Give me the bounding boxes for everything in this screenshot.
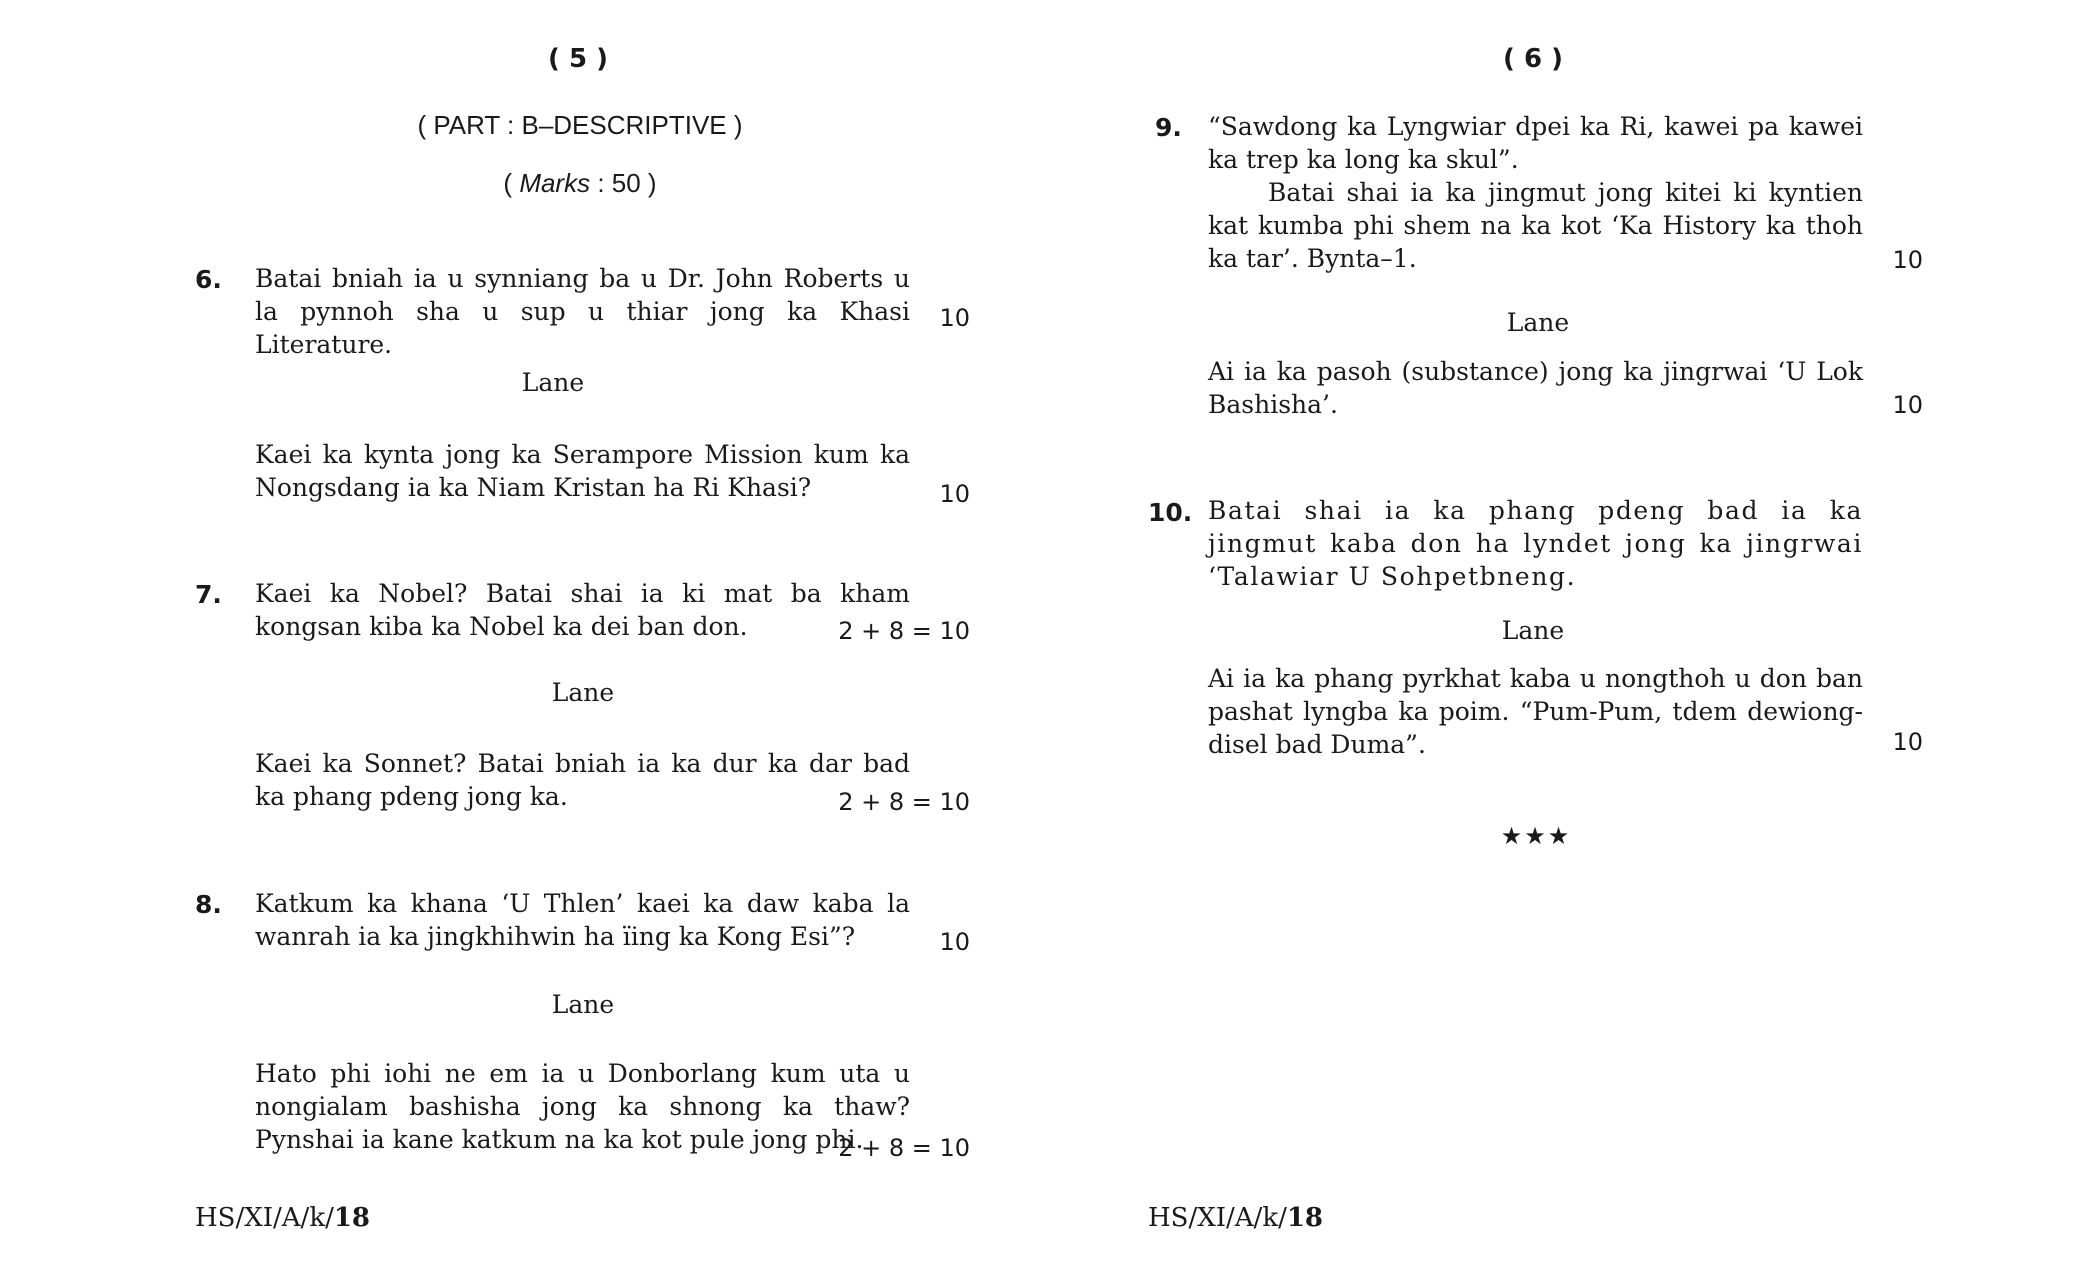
alternative-marks: 2 + 8 = 10 xyxy=(838,788,970,816)
footer-code-right xyxy=(1148,1203,1323,1233)
or-label: Lane xyxy=(1506,308,1570,337)
question-number: 10. xyxy=(1148,498,1193,527)
question-text: Batai shai ia ka phang pdeng bad ia ka jingmut kaba don ha lyndet jong ka jingrwai ‘Talawiar U Sohpetbneng. xyxy=(1208,496,1863,591)
question-number: 6. xyxy=(195,265,222,294)
footer-bold: 18 xyxy=(333,1203,371,1233)
alternative-text: Ai ia ka phang pyrkhat kaba u nongthoh u don ban pashat lyngba ka poim. “Pum-Pum, tdem dewiong-disel bad Duma”. xyxy=(1208,664,1863,759)
or-label: Lane xyxy=(521,368,585,397)
page-number-left: ( 5 ) xyxy=(548,44,608,74)
footer-code-left xyxy=(195,1203,370,1233)
part-heading: ( PART : B–DESCRIPTIVE ) xyxy=(417,110,743,140)
page-number-right: ( 6 ) xyxy=(1503,44,1563,74)
question-text: Katkum ka khana ‘U Thlen’ kaei ka daw kaba la wanrah ia ka jingkhihwin ha ïing ka Kong Esi”? xyxy=(255,889,910,951)
marks-value: 50 xyxy=(611,168,641,198)
question-text: Kaei ka Nobel? Batai shai ia ki mat ba kham kongsan kiba ka Nobel ka dei ban don. xyxy=(255,579,910,641)
question-text: Batai shai ia ka jingmut jong kitei ki kyntien kat kumba phi shem na ka kot ‘Ka History ka thoh ka tar’. Bynta–1. xyxy=(1208,178,1863,273)
marks-heading: ( Marks : 50 ) xyxy=(503,168,657,198)
question-marks: 10 xyxy=(939,304,970,332)
question-marks: 10 xyxy=(939,928,970,956)
alternative-marks: 10 xyxy=(1892,728,1923,756)
question-quote: “Sawdong ka Lyngwiar dpei ka Ri, kawei pa kawei ka trep ka long ka skul”. xyxy=(1208,112,1863,174)
alternative-text: Ai ia ka pasoh (substance) jong ka jingrwai ‘U Lok Bashisha’. xyxy=(1208,357,1863,419)
question-number: 7. xyxy=(195,580,222,609)
alternative-text: Hato phi iohi ne em ia u Donborlang kum uta u nongialam bashisha jong ka shnong ka thaw? Pynshai ia kane katkum na ka kot pule jong phi. xyxy=(255,1059,910,1154)
question-number: 9. xyxy=(1155,113,1182,142)
alternative-text: Kaei ka kynta jong ka Serampore Mission kum ka Nongsdang ia ka Niam Kristan ha Ri Khasi? xyxy=(255,440,910,502)
alternative-marks: 10 xyxy=(939,480,970,508)
question-number: 8. xyxy=(195,890,222,919)
question-text: Batai bniah ia u synniang ba u Dr. John Roberts u la pynnoh sha u sup u thiar jong ka Khasi Literature. xyxy=(255,264,910,359)
alternative-text: Kaei ka Sonnet? Batai bniah ia ka dur ka dar bad ka phang pdeng jong ka. xyxy=(255,749,910,811)
alternative-marks: 10 xyxy=(1892,391,1923,419)
footer-bold: 18 xyxy=(1286,1203,1324,1233)
question-marks: 2 + 8 = 10 xyxy=(838,617,970,645)
alternative-marks: 2 + 8 = 10 xyxy=(838,1134,970,1162)
footer-code: HS/XI/A/k/ xyxy=(1148,1203,1287,1233)
end-of-paper-stars: ★★★ xyxy=(1500,822,1572,850)
or-label: Lane xyxy=(1501,616,1565,645)
question-marks: 10 xyxy=(1892,246,1923,274)
marks-label: Marks xyxy=(519,168,591,198)
or-label: Lane xyxy=(551,990,615,1019)
footer-code: HS/XI/A/k/ xyxy=(195,1203,334,1233)
or-label: Lane xyxy=(551,678,615,707)
